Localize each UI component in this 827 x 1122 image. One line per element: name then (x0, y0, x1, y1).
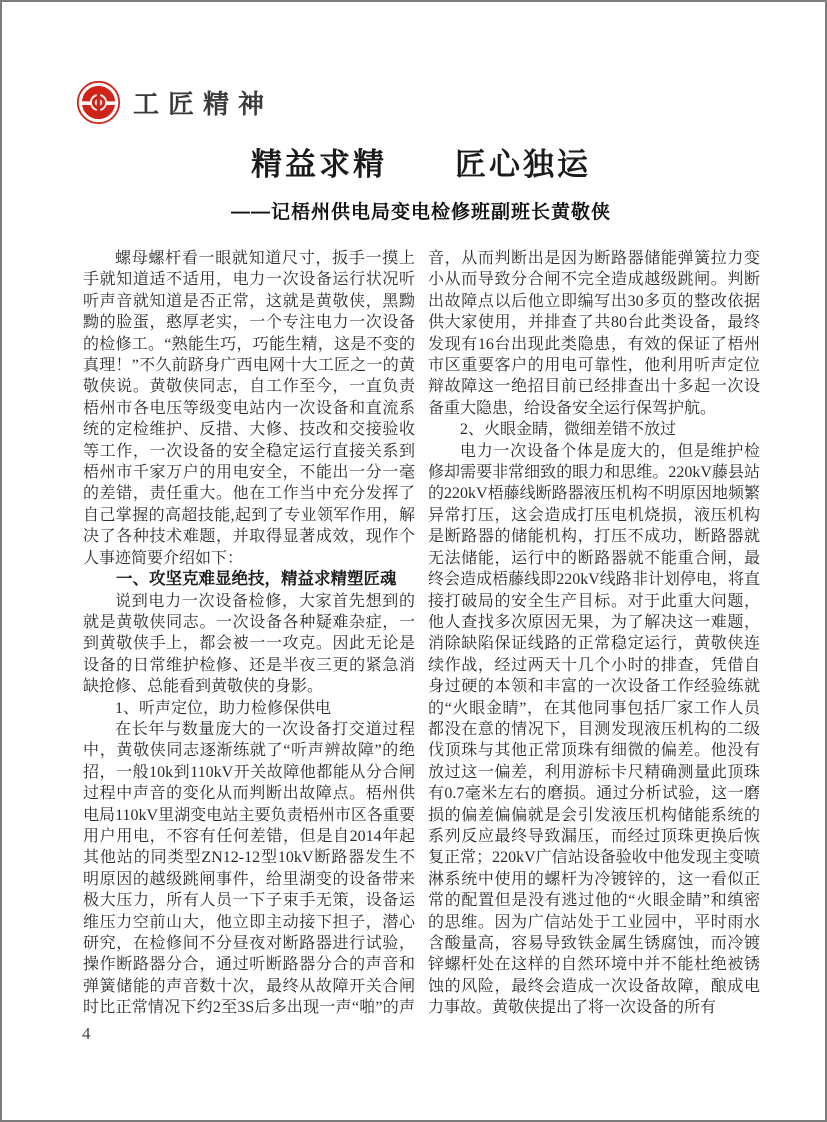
trade-union-emblem-icon (76, 80, 121, 125)
body-paragraph: 说到电力一次设备检修，大家首先想到的就是黄敬侠同志。一次设备各种疑难杂症，一到黄敬侠手上，都会被一一攻克。因此无论是设备的日常维护检修、还是半夜三更的紧急消缺抢修、总能看到黄敬侠的身影。 (83, 592, 415, 696)
brand-name: 工匠精神 (133, 90, 274, 119)
section-heading: 1、听声定位，助力检修保供电 (115, 699, 332, 717)
article-title-block (82, 145, 760, 225)
article-title: 精益求精 匠心独运 (251, 147, 591, 182)
body-paragraph: 电力一次设备个体是庞大的，但是维护检修却需要非常细致的眼力和思维。220kV藤县站的220kV梧藤线断路器液压机构不明原因地频繁异常打压，这会造成打压电机烧损，液压机构是断路器的储能机构，打压不成功，断路器就无法储能，运行中的断路器就不能重合闸，最终会造成梧藤线即220kV线路非计划停电，将直接打破局的安全生产目标。对于此重大问题，他人查找多次原因无果，为了解决这一难题，消除缺陷保证线路的正常稳定运行，黄敬侠连续作战，经过两天十几个小时的排查，凭借自身过硬的本领和丰富的一次设备工作经验练就的“火眼金睛”，在其他同事包括厂家工作人员都没在意的情况下，目测发现液压机构的二级伐顶珠与其他正常顶珠有细微的偏差。他没有放过这一偏差，利用游标卡尺精确测量此顶珠有0.7毫米左右的磨损。通过分析试验，这一磨损的偏差偏偏就是会引发液压机构储能系统的系列反应最终导致漏压，而经过顶珠更换后恢复正常；220kV广信站设备验收中他发现主变喷淋系统中使用的螺杆为冷镀锌的，这一看似正常的配置但是没有逃过他的“火眼金睛”和缜密的思维。因为广信站处于工业园中，平时雨水含酸量高，容易导致铁金属生锈腐蚀，而冷镀锌螺杆处在这样的自然环境中并不能杜绝被锈蚀的风险，最终会造成一次设备故障，酿成电力事故。黄敬侠提出了将一次设备的所有 (428, 442, 760, 1017)
page-number: 4 (82, 1024, 91, 1043)
article-body (83, 248, 760, 1026)
section-heading: 一、攻坚克难显绝技，精益求精塑匠魂 (116, 570, 397, 589)
page-header-brand (76, 80, 273, 125)
section-heading: 2、火眼金睛，微细差错不放过 (460, 421, 677, 439)
article-subtitle: ——记梧州供电局变电检修班副班长黄敬侠 (230, 202, 611, 223)
body-paragraph: 在长年与数量庞大的一次设备打交道过程中，黄敬侠同志逐渐练就了“听声辨故障”的绝招，一般10k到110kV开关故障他都能从分合闸过程中声音的变化从而判断出故障点。梧州供电局110kV里湖变电站主要负责梧州市区各重要用户用电，不容有任何差错，但是自2014年起其他站的同类型ZN12-12型10kV断路器发生不明原因的越级跳闸事件，给里湖变的设备带来极大压力，所有人员一下子束手无策，设备运维压力空前山大，他立即主动接下担子，潜心研究，在检修间不分昼夜对断路器进行试验，操作断路器分合，通过听断路器分合的声音和弹簧储能的声音数十次，最终从故障开关合闸时比正常情况下约2至3S后多出现一声“啪”的声音，从而判断出是因为断路器储能弹簧拉力变小从而导致分合闸不完全造成越级跳闸。判断出故障点以后他立即编写出30多页的整改依据供大家使用，并排查了共80台此类设备，最终发现有16台出现此类隐患，有效的保证了梧州市区重要客户的用电可靠性，他利用听声定位辩故障这一绝招目前已经排查出十多起一次设备重大隐患，给设备安全运行保驾护航。 (83, 250, 760, 1017)
body-paragraph: 螺母螺杆看一眼就知道尺寸，扳手一摸上手就知道适不适用，电力一次设备运行状况听听声音就知道是否正常，这就是黄敬侠，黑黝黝的脸蛋，憨厚老实，一个专注电力一次设备的检修工。“熟能生巧，巧能生精，这是不变的真理！”不久前跻身广西电网十大工匠之一的黄敬侠说。黄敬侠同志，自工作至今，一直负责梧州市各电压等级变电站内一次设备和直流系统的定检维护、反措、大修、技改和交接验收等工作，一次设备的安全稳定运行直接关系到梧州市千家万户的用电安全，不能出一分一毫的差错，责任重大。他在工作当中充分发挥了自己掌握的高超技能,起到了专业领军作用，解决了各种技术难题，并取得显著成效，现作个人事迹简要介绍如下： (83, 250, 415, 567)
